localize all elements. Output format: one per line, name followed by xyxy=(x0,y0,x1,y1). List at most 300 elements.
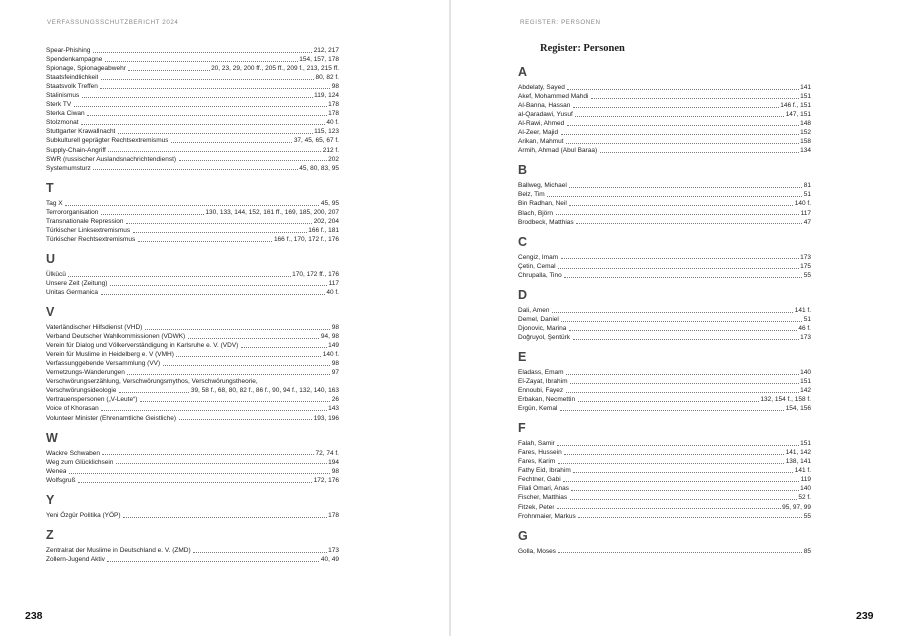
entry-pages: 98 xyxy=(331,324,339,332)
entry-name: Ülkücü xyxy=(46,270,66,278)
entry-name: Spionage, Spionageabwehr xyxy=(46,65,126,73)
dot-leader xyxy=(564,277,802,278)
dot-leader xyxy=(93,169,297,170)
index-section xyxy=(518,421,811,520)
dot-leader xyxy=(101,79,314,80)
dot-leader xyxy=(576,223,802,224)
entry-name: Doğruyol, Şentürk xyxy=(518,333,571,341)
entry-pages: 173 xyxy=(800,333,811,341)
section-letter: D xyxy=(518,287,528,302)
entry-name: Erbakan, Necmettin xyxy=(518,396,576,404)
entry-name: Stuttgarter Krawallnacht xyxy=(46,128,116,136)
entry-pages: 173 xyxy=(328,546,339,554)
dot-leader xyxy=(561,134,799,135)
entry-pages: 151 xyxy=(800,93,811,101)
index-entry xyxy=(518,439,811,448)
entry-name: Falah, Samir xyxy=(518,440,555,448)
entry-pages: 154, 157, 178 xyxy=(299,56,339,64)
entry-name: Spendenkampagne xyxy=(46,56,103,64)
dot-leader xyxy=(591,98,799,99)
dot-leader xyxy=(69,473,330,474)
index-entry xyxy=(46,270,339,279)
page-number: 239 xyxy=(856,610,874,622)
entry-name: Dali, Amen xyxy=(518,306,550,314)
entry-name: Vernetzungs-Wanderungen xyxy=(46,369,125,377)
running-head: VERFASSUNGSSCHUTZBERICHT 2024 xyxy=(47,19,179,26)
dot-leader xyxy=(107,561,319,562)
entry-pages: 148 xyxy=(800,120,811,128)
entry-name: Ennoubi, Fayez xyxy=(518,387,564,395)
index-entry xyxy=(46,91,339,100)
dot-leader xyxy=(123,517,327,518)
entry-pages: 140 f. xyxy=(794,200,811,208)
index-entry xyxy=(518,181,811,190)
index-entry xyxy=(518,146,811,155)
entry-line xyxy=(46,377,339,386)
entry-name: Stalinismus xyxy=(46,92,80,100)
entry-pages: 55 xyxy=(803,512,811,520)
entry-pages: 212, 217 xyxy=(313,47,339,54)
entry-pages: 172, 176 xyxy=(313,476,339,484)
entry-pages: 80, 82 f. xyxy=(315,74,339,82)
entry-name: Arikan, Mahmut xyxy=(518,138,564,146)
index-entry xyxy=(46,467,339,476)
index-entry xyxy=(46,100,339,109)
index-entry xyxy=(46,449,339,458)
entry-name: Zollern-Jugend Aktiv xyxy=(46,555,105,563)
entry-pages: 175 xyxy=(800,262,811,270)
index-entry xyxy=(46,118,339,127)
entry-name: Fechtner, Gabi xyxy=(518,476,561,484)
entry-pages: 151 xyxy=(800,377,811,385)
entry-name: Armih, Ahmad (Abul Baraa) xyxy=(518,147,598,155)
index-entry xyxy=(518,128,811,137)
index-entry xyxy=(46,164,339,173)
entry-name: Demel, Daniel xyxy=(518,315,559,323)
entry-name: Djonovic, Marina xyxy=(518,324,567,332)
dot-leader xyxy=(573,472,793,473)
dot-leader xyxy=(101,294,325,295)
entry-line xyxy=(46,386,339,395)
dot-leader xyxy=(179,160,327,161)
entry-name: Wenea xyxy=(46,467,67,475)
entry-name: Sterk TV xyxy=(46,101,72,109)
index-entry xyxy=(518,253,811,262)
index-entry xyxy=(518,83,811,92)
index-entry xyxy=(46,458,339,467)
section-letter: G xyxy=(518,528,528,543)
entry-name: Türkischer Linksextremismus xyxy=(46,226,131,234)
dot-leader xyxy=(188,338,320,339)
entry-name: Wackre Schwaben xyxy=(46,449,100,457)
index-entry xyxy=(518,110,811,119)
person-index-column xyxy=(518,42,811,556)
index-section xyxy=(46,431,339,485)
entry-name: Sterka Ciwan xyxy=(46,110,85,118)
index-entry xyxy=(518,271,811,280)
book-spine xyxy=(449,0,451,636)
entry-name: Zentralrat der Muslime in Deutschland e. V. (ZMD) xyxy=(46,546,191,554)
section-letter: B xyxy=(518,163,528,178)
entry-name: Türkischer Rechtsextremismus xyxy=(46,235,136,243)
entry-pages: 37, 45, 65, 67 f. xyxy=(293,137,339,145)
entry-name: Ergün, Kemal xyxy=(518,405,558,413)
dot-leader xyxy=(87,115,326,116)
entry-name-continued: Verschwörungsideologie xyxy=(46,387,117,395)
entry-pages: 166 f., 170, 172 f., 176 xyxy=(273,235,339,243)
index-entry xyxy=(518,209,811,218)
page-number: 238 xyxy=(25,610,43,622)
index-entry xyxy=(46,82,339,91)
dot-leader xyxy=(138,241,273,242)
entry-pages: 143 xyxy=(328,405,339,413)
entry-name: Golla, Moses xyxy=(518,547,556,555)
index-entry xyxy=(518,190,811,199)
entry-pages: 20, 23, 29, 200 ff., 205 ff., 209 f., 213, 215 ff. xyxy=(211,65,339,73)
dot-leader xyxy=(571,490,798,491)
entry-pages: 55 xyxy=(803,271,811,279)
dot-leader xyxy=(563,481,799,482)
index-entry xyxy=(46,546,339,555)
entry-name: Blach, Björn xyxy=(518,209,554,217)
index-entry xyxy=(518,92,811,101)
entry-pages: 46 f. xyxy=(798,324,811,332)
entry-name: Supply-Chain-Angriff xyxy=(46,146,106,154)
dot-leader xyxy=(566,392,799,393)
entry-name: Belz, Tim xyxy=(518,191,545,199)
index-entry xyxy=(46,46,339,55)
dot-leader xyxy=(578,517,802,518)
index-section xyxy=(518,163,811,226)
entry-pages: 141 f. xyxy=(794,306,811,314)
entry-pages: 117 xyxy=(800,209,811,217)
index-entry xyxy=(46,64,339,73)
index-entry xyxy=(46,359,339,368)
dot-leader xyxy=(552,312,793,313)
dot-leader xyxy=(569,205,793,206)
entry-pages: 170, 172 ff., 176 xyxy=(292,270,339,278)
entry-pages: 98 xyxy=(331,360,339,368)
entry-name: Al-Rawi, Ahmed xyxy=(518,120,565,128)
entry-name: Abdelaty, Sayed xyxy=(518,84,565,91)
dot-leader xyxy=(118,133,313,134)
index-section xyxy=(46,181,339,244)
entry-name: Wolfsgruß xyxy=(46,476,76,484)
dot-leader xyxy=(564,454,784,455)
dot-leader xyxy=(556,214,800,215)
index-entry xyxy=(518,395,811,404)
entry-pages: 51 xyxy=(803,315,811,323)
entry-name: El-Zayat, Ibrahim xyxy=(518,377,568,385)
entry-name: Stolzmonat xyxy=(46,119,79,127)
index-section xyxy=(46,46,339,173)
section-letter: A xyxy=(518,65,528,79)
entry-name: Verschwörungserzählung, Verschwörungsmythos, Verschwörungstheorie, xyxy=(46,378,258,386)
entry-pages: 140 xyxy=(800,485,811,493)
section-letter: E xyxy=(518,349,527,364)
index-entry xyxy=(518,484,811,493)
entry-pages: 141 f. xyxy=(794,467,811,475)
entry-name: Fitzek, Peter xyxy=(518,503,555,511)
entry-name: Fathy Eid, Ibrahim xyxy=(518,467,571,475)
entry-name: Staatsfeindlichkeit xyxy=(46,74,99,82)
entry-pages: 149 xyxy=(328,342,339,350)
index-entry xyxy=(518,512,811,521)
entry-name: Çetin, Cemal xyxy=(518,262,556,270)
entry-name: Systemumsturz xyxy=(46,164,91,172)
dot-leader xyxy=(558,463,784,464)
entry-name: Eladass, Emam xyxy=(518,368,564,376)
entry-pages: 146 f., 151 xyxy=(780,102,811,110)
entry-name: Subkulturell geprägter Rechtsextremismus xyxy=(46,137,169,145)
entry-name: Staatsvolk Treffen xyxy=(46,83,98,91)
entry-pages: 178 xyxy=(328,101,339,109)
entry-pages: 98 xyxy=(331,467,339,475)
register-title: Register: Personen xyxy=(540,43,625,54)
entry-name: Frohnmaier, Markus xyxy=(518,512,576,520)
index-entry xyxy=(46,199,339,208)
index-entry xyxy=(46,127,339,136)
right-page xyxy=(450,0,900,636)
index-entry xyxy=(46,136,339,145)
entry-pages: 72, 74 f. xyxy=(315,449,339,457)
dot-leader xyxy=(127,374,330,375)
index-entry xyxy=(46,368,339,377)
entry-name: Spear-Phishing xyxy=(46,47,91,54)
dot-leader xyxy=(126,223,312,224)
dot-leader xyxy=(116,463,327,464)
dot-leader xyxy=(133,232,307,233)
entry-name: Brodbeck, Matthias xyxy=(518,218,574,226)
dot-leader xyxy=(573,107,779,108)
dot-leader xyxy=(193,552,327,553)
index-entry xyxy=(518,466,811,475)
dot-leader xyxy=(145,329,330,330)
entry-pages: 85 xyxy=(803,547,811,555)
entry-pages: 141 xyxy=(800,84,811,91)
entry-name: Transnationale Repression xyxy=(46,217,124,225)
section-letter: F xyxy=(518,421,526,436)
entry-pages: 130, 133, 144, 152, 161 ff., 169, 185, 200, 207 xyxy=(205,208,339,216)
entry-name: Terrororganisation xyxy=(46,208,99,216)
entry-name: Cengiz, Imam xyxy=(518,253,559,261)
dot-leader xyxy=(163,365,331,366)
index-entry xyxy=(46,288,339,297)
dot-leader xyxy=(570,383,799,384)
dot-leader xyxy=(566,374,799,375)
entry-name: Verein für Muslime in Heidelberg e. V (VMH) xyxy=(46,351,174,359)
entry-name: Weg zum Glücklichsein xyxy=(46,458,114,466)
dot-leader xyxy=(570,499,797,500)
index-entry xyxy=(46,555,339,564)
index-entry xyxy=(46,377,339,395)
index-entry xyxy=(46,511,339,520)
entry-name: Unitas Germanica xyxy=(46,288,99,296)
dot-leader xyxy=(567,89,798,90)
index-entry xyxy=(46,323,339,332)
entry-pages: 140 f. xyxy=(322,351,339,359)
entry-pages: 26 xyxy=(331,396,339,404)
section-letter: C xyxy=(518,234,528,249)
section-letter: V xyxy=(46,305,55,320)
dot-leader xyxy=(68,276,290,277)
index-entry xyxy=(46,226,339,235)
entry-pages: 119, 124 xyxy=(314,92,339,100)
entry-pages: 97 xyxy=(331,369,339,377)
index-entry xyxy=(46,208,339,217)
index-entry xyxy=(518,218,811,227)
entry-pages: 52 f. xyxy=(798,494,811,502)
index-entry xyxy=(46,146,339,155)
entry-pages: 95, 97, 99 xyxy=(782,503,811,511)
dot-leader xyxy=(105,61,298,62)
index-entry xyxy=(518,306,811,315)
dot-leader xyxy=(101,214,204,215)
index-entry xyxy=(518,315,811,324)
entry-pages: 98 xyxy=(331,83,339,91)
dot-leader xyxy=(560,410,784,411)
index-entry xyxy=(518,404,811,413)
entry-name: Ballweg, Michael xyxy=(518,182,567,190)
index-entry xyxy=(518,119,811,128)
section-letter: T xyxy=(46,180,54,195)
index-entry xyxy=(518,101,811,110)
entry-pages: 212 f. xyxy=(322,146,339,154)
dot-leader xyxy=(561,258,799,259)
dot-leader xyxy=(600,152,799,153)
index-entry xyxy=(46,73,339,82)
running-head: REGISTER: PERSONEN xyxy=(520,19,601,26)
index-entry xyxy=(518,503,811,512)
entry-name: Vertrauenspersonen („V-Leute“) xyxy=(46,396,138,404)
dot-leader xyxy=(557,445,798,446)
entry-name: Akef, Mohammed Mahdi xyxy=(518,93,589,101)
entry-name: Verein für Dialog und Völkerverständigung in Karlsruhe e. V. (VDV) xyxy=(46,342,239,350)
entry-name: Al-Zeer, Majid xyxy=(518,129,559,137)
entry-pages: 173 xyxy=(800,253,811,261)
entry-pages: 132, 154 f., 158 f. xyxy=(760,396,811,404)
index-entry xyxy=(518,386,811,395)
index-entry xyxy=(518,493,811,502)
dot-leader xyxy=(561,321,802,322)
entry-pages: 194 xyxy=(328,458,339,466)
dot-leader xyxy=(78,482,312,483)
entry-pages: 81 xyxy=(803,182,811,190)
entry-pages: 152 xyxy=(800,129,811,137)
dot-leader xyxy=(119,392,189,393)
index-section xyxy=(518,350,811,413)
entry-pages: 39, 58 f., 68, 80, 82 f., 86 f., 90, 94 f., 132, 140, 163 xyxy=(190,387,339,395)
entry-pages: 140 xyxy=(800,368,811,376)
entry-pages: 142 xyxy=(800,387,811,395)
entry-name: Al-Banna, Hassan xyxy=(518,102,571,110)
entry-name: Tag X xyxy=(46,199,63,207)
entry-name: Verfassunggebende Versammlung (VV) xyxy=(46,360,161,368)
entry-name: Bin Radhan, Neil xyxy=(518,200,567,208)
index-section xyxy=(46,252,339,297)
entry-pages: 94, 98 xyxy=(320,333,339,341)
index-entry xyxy=(46,155,339,164)
section-letter: Z xyxy=(46,527,54,542)
entry-pages: 138, 141 xyxy=(785,458,811,466)
dot-leader xyxy=(569,330,797,331)
entry-pages: 40 f. xyxy=(326,119,339,127)
entry-pages: 115, 123 xyxy=(314,128,339,136)
dot-leader xyxy=(567,125,799,126)
dot-leader xyxy=(569,187,802,188)
index-entry xyxy=(518,324,811,333)
dot-leader xyxy=(547,196,802,197)
index-section xyxy=(518,288,811,342)
dot-leader xyxy=(566,143,799,144)
dot-leader xyxy=(74,106,327,107)
entry-pages: 141, 142 xyxy=(785,449,811,457)
section-letter: W xyxy=(46,430,58,445)
entry-name: Volunteer Minister (Ehrenamtliche Geistliche) xyxy=(46,414,177,422)
index-entry xyxy=(46,414,339,423)
index-entry xyxy=(46,279,339,288)
entry-pages: 40 f. xyxy=(326,288,339,296)
entry-name: Verband Deutscher Wahlkommissionen (VDWK) xyxy=(46,333,186,341)
entry-name: Unsere Zeit (Zeitung) xyxy=(46,279,108,287)
dot-leader xyxy=(110,285,327,286)
entry-name: Voice of Khorasan xyxy=(46,405,99,413)
index-entry xyxy=(518,199,811,208)
dot-leader xyxy=(102,454,314,455)
entry-name: Fares, Hussein xyxy=(518,449,562,457)
dot-leader xyxy=(82,97,313,98)
entry-name: Filali Omari, Anas xyxy=(518,485,569,493)
entry-pages: 178 xyxy=(328,511,339,519)
entry-name: Fares, Karim xyxy=(518,458,556,466)
dot-leader xyxy=(65,205,319,206)
entry-name: al-Qaradawi, Yusuf xyxy=(518,111,573,119)
entry-pages: 117 xyxy=(328,279,339,287)
entry-pages: 47 xyxy=(803,218,811,226)
index-entry xyxy=(518,475,811,484)
index-entry xyxy=(518,368,811,377)
dot-leader xyxy=(241,347,327,348)
dot-leader xyxy=(108,151,321,152)
dot-leader xyxy=(575,116,784,117)
dot-leader xyxy=(573,339,799,340)
section-letter: U xyxy=(46,251,56,266)
index-entry xyxy=(518,137,811,146)
dot-leader xyxy=(557,508,781,509)
dot-leader xyxy=(100,88,330,89)
index-entry xyxy=(518,333,811,342)
entry-pages: 166 f., 181 xyxy=(308,226,339,234)
dot-leader xyxy=(81,124,325,125)
entry-pages: 178 xyxy=(328,110,339,118)
index-entry xyxy=(46,55,339,64)
index-section xyxy=(46,528,339,564)
index-entry xyxy=(46,341,339,350)
index-entry xyxy=(518,448,811,457)
dot-leader xyxy=(558,552,802,553)
index-entry xyxy=(518,547,811,556)
index-entry xyxy=(518,377,811,386)
entry-pages: 154, 156 xyxy=(785,405,811,413)
entry-pages: 193, 196 xyxy=(313,414,339,422)
index-entry xyxy=(46,217,339,226)
entry-name: Fischer, Matthias xyxy=(518,494,568,502)
dot-leader xyxy=(101,410,326,411)
dot-leader xyxy=(128,70,209,71)
index-section xyxy=(518,65,811,155)
dot-leader xyxy=(140,401,330,402)
index-section xyxy=(518,235,811,280)
